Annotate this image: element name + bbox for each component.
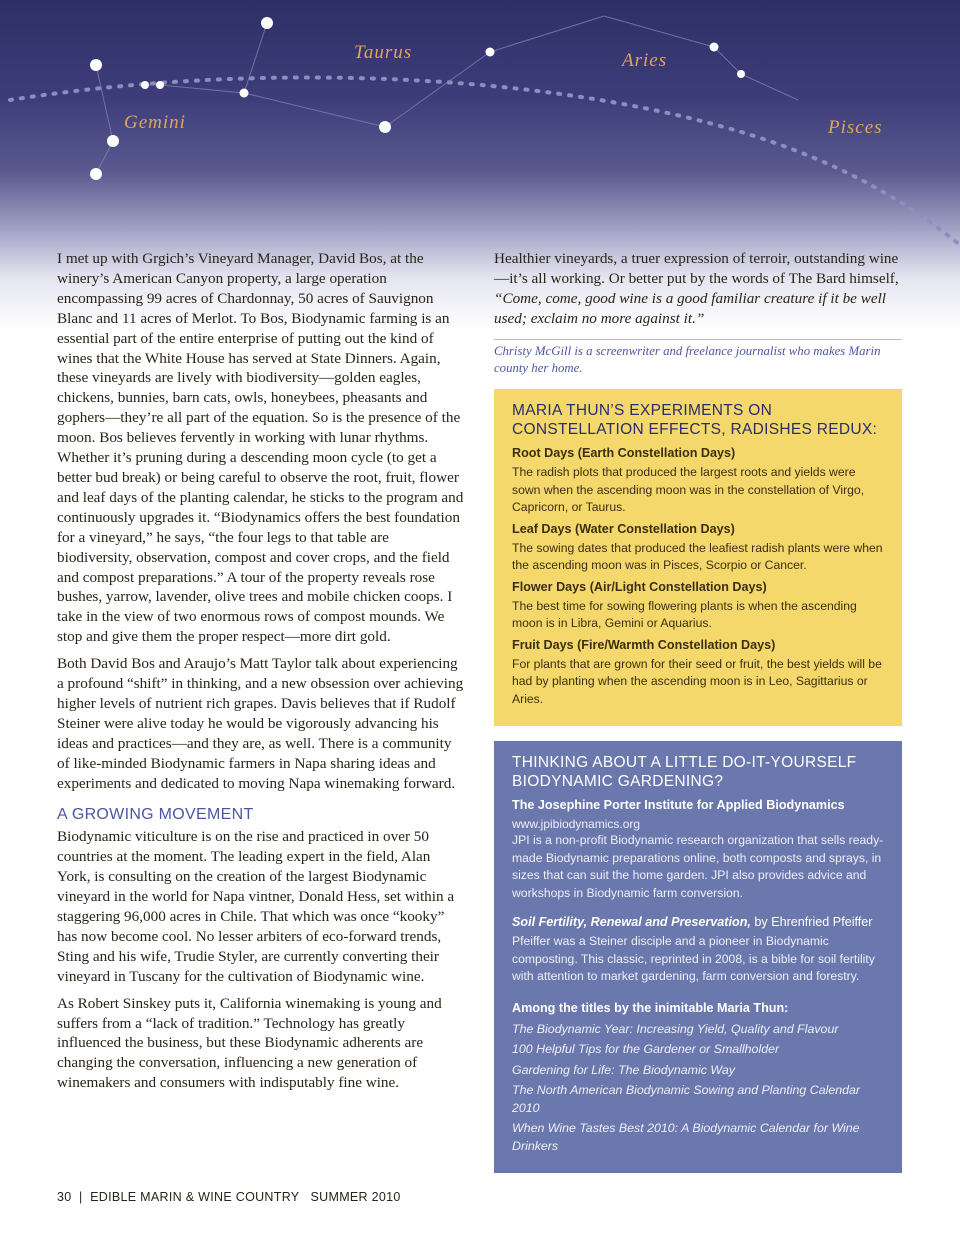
body-paragraph: I met up with Grgich’s Vineyard Manager, David Bos, at the winery’s American Canyon property, a large operation encompassing 99 acres of Chardonnay, 50 acres of Sauvignon Blanc and 11 acres of Merlot. To Bos, Biodynamic farming is an essential part of the entire enterprise of putting out the kind of wines that the White House has served at State Dinners. Again, these vineyards are lively with biodiversity—golden eagles, chickens, bunnies, barn cats, owls, honeybees, pheasants and gophers—they’re all part of the equation. So is the presence of the moon. Bos believes fervently in working with lunar rhythms. Whether it’s pruning during a descending moon cycle (to get a better bud break) or being careful to observe the root, fruit, flower and leaf days of the planting calendar, he sticks to the program and continuously upgrades it. “Biodynamics offers the best foundation for a vineyard,” he says, “the four legs to that table are biodiversity, observation, compost and cover crops, and the field and compost preparations.” A tour of the property reveals rose bushes, yarrow, lavender, olive trees and mobile chicken coops. I take in the view of two enormous rows of compost mounds. We stop and give them the proper respect—more dirt gold. — [57, 250, 464, 646]
thun-title: The Biodynamic Year: Increasing Yield, Quality and Flavour — [512, 1021, 839, 1036]
fruit-days-text: For plants that are grown for their seed or fruit, the best yields will be had by planting when the ascending moon is in Leo, Sagittarius or Aries. — [512, 656, 882, 706]
byline-divider — [494, 339, 902, 340]
author-byline: Christy McGill is a screenwriter and freelance journalist who makes Marin county her home. — [494, 343, 881, 376]
thun-titles-heading: Among the titles by the inimitable Maria Thun: — [512, 1000, 789, 1015]
pisces-label: Pisces — [828, 117, 883, 138]
ecliptic-path — [10, 78, 960, 246]
body-paragraph: Biodynamic viticulture is on the rise and practiced in over 50 countries at the moment. The leading expert in the field, Alan York, is consulting on the creation of the largest Biodynamic vineyard in the world for Napa vintner, Donald Hess, set within a staggering 96,000 acres in Chile. That which was once “kooky” has now become cool. No lesser arbiters of eco-forward trends, Sting and his wife, Trudie Styler, are currently converting their vineyard in Tuscany for the cultivation of Biodynamic wine. — [57, 828, 455, 985]
thun-title: When Wine Tastes Best 2010: A Biodynamic Calendar for Wine Drinkers — [512, 1121, 860, 1153]
thun-title: The North American Biodynamic Sowing and Planting Calendar 2010 — [512, 1083, 861, 1115]
root-days-text: The radish plots that produced the largest roots and yields were sown when the ascending moon was in the constellation of Virgo, Capricorn, or Taurus. — [512, 465, 865, 514]
sidebar-thun-experiments — [494, 389, 902, 726]
jpi-link[interactable]: www.jpibiodynamics.org — [512, 817, 641, 831]
shakespeare-quote: “Come, come, good wine is a good familiar creature if it be well used; exclaim no more against it.” — [494, 289, 887, 327]
thun-title: 100 Helpful Tips for the Gardener or Smallholder — [512, 1042, 780, 1056]
leaf-days-title: Leaf Days (Water Constellation Days) — [512, 521, 735, 536]
root-days-title: Root Days (Earth Constellation Days) — [512, 446, 736, 460]
fruit-days-title: Fruit Days (Fire/Warmth Constellation Days) — [512, 637, 776, 652]
page-footer: 30 | EDIBLE MARIN & WINE COUNTRY SUMMER 2010 — [57, 1190, 401, 1204]
sidebar-title: THINKING ABOUT A LITTLE DO-IT-YOURSELF BIODYNAMIC GARDENING? — [512, 754, 857, 790]
jpi-name: The Josephine Porter Institute for Applied Biodynamics — [512, 798, 845, 812]
closing-text: Healthier vineyards, a truer expression of terroir, outstanding wine—it’s all working. Or better put by the words of The Bard himself, — [494, 250, 899, 287]
left-column — [57, 249, 465, 1100]
sidebar-title: MARIA THUN’S EXPERIMENTS ON CONSTELLATION EFFECTS, RADISHES REDUX: — [512, 402, 878, 438]
closing-paragraph — [494, 249, 902, 329]
aries-label: Aries — [622, 50, 668, 71]
section-subhead: A GROWING MOVEMENT — [57, 806, 254, 824]
leaf-days-text: The sowing dates that produced the leafiest radish plants were when the ascending moon was in Pisces, Scorpio or Cancer. — [512, 540, 883, 572]
pfeiffer-description: Pfeiffer was a Steiner disciple and a pioneer in Biodynamic composting. This classic, reprinted in 2008, is a bible for soil fertility with attention to market gardening, farm conversion and forestry. — [512, 934, 875, 983]
flower-days-text: The best time for sowing flowering plants is when the ascending moon is in Libra, Gemini or Aquarius. — [512, 598, 857, 630]
right-column — [494, 249, 902, 378]
flower-days-title: Flower Days (Air/Light Constellation Days) — [512, 579, 767, 594]
jpi-description: JPI is a non-profit Biodynamic research organization that sells ready-made Biodynamic preparations online, both composts and sprays, in sizes that can suit the home garden. JPI also provides advice and workshops in Biodynamic farm conversion. — [512, 833, 884, 900]
gemini-label: Gemini — [124, 112, 186, 133]
taurus-label: Taurus — [354, 42, 413, 63]
body-paragraph: As Robert Sinskey puts it, California winemaking is young and suffers from a “lack of tradition.” Technology has greatly influenced the business, but these Biodynamic adherents are changing the conversation, influencing a new generation of winemakers and consumers with indisputably fine wine. — [57, 994, 442, 1092]
pfeiffer-book — [512, 914, 884, 931]
sidebar-diy-gardening — [494, 741, 902, 1173]
pfeiffer-book-title: Soil Fertility, Renewal and Preservation, — [512, 915, 751, 929]
pfeiffer-author: by Ehrenfried Pfeiffer — [750, 915, 873, 929]
body-paragraph: Both David Bos and Araujo’s Matt Taylor talk about experiencing a profound “shift” in thinking, and a new obsession over achieving higher levels of nutrient rich grapes. Davis believes that if Rudolf Steiner were alive today he would be vigorously advancing his ideas and practices—and they are, as well. There is a community of like-minded Biodynamic farmers in Napa sharing ideas and experiments and dedicated to moving Napa winemaking forward. — [57, 655, 464, 792]
thun-title: Gardening for Life: The Biodynamic Way — [512, 1062, 735, 1077]
